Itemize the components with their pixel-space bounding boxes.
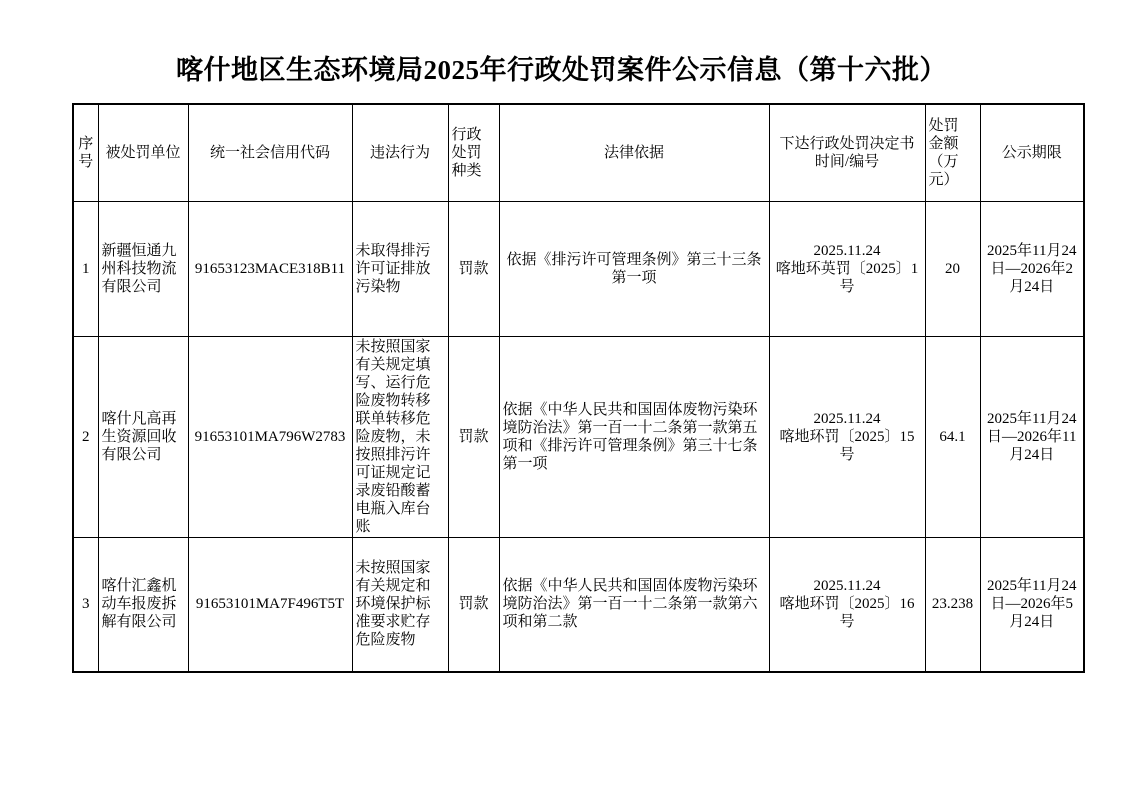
cell-decision [769,336,925,537]
col-header-credit-code: 统一社会信用代码 [188,104,352,201]
cell-unit: 喀什汇鑫机动车报废拆解有限公司 [98,537,188,672]
cell-penalty-type: 罚款 [448,201,499,336]
cell-unit: 喀什凡高再生资源回收有限公司 [98,336,188,537]
cell-decision [769,537,925,672]
col-header-violation: 违法行为 [352,104,448,201]
col-header-legal-basis: 法律依据 [499,104,769,201]
page-title: 喀什地区生态环境局2025年行政处罚案件公示信息（第十六批） [176,55,947,85]
decision-date: 2025.11.24 [813,242,881,259]
cell-decision [769,201,925,336]
col-header-amount: 处罚 金额（万元） [925,104,980,201]
cell-penalty-type: 罚款 [448,336,499,537]
cell-amount: 23.238 [925,537,980,672]
cell-credit-code: 91653123MACE318B11 [188,201,352,336]
cell-violation: 未取得排污许可证排放污染物 [352,201,448,336]
col-header-seq: 序号 [73,104,98,201]
cell-amount: 64.1 [925,336,980,537]
col-header-publicity-period: 公示期限 [980,104,1084,201]
decision-number: 喀地环英罚〔2025〕1号 [775,260,919,295]
cell-publicity-period: 2025年11月24日—2026年5月24日 [980,537,1084,672]
col-header-decision: 下达行政处罚决定书时间/编号 [769,104,925,201]
table-body [73,201,1084,672]
decision-date: 2025.11.24 [813,578,881,595]
cell-legal-basis: 依据《中华人民共和国固体废物污染环境防治法》第一百一十二条第一款第五项和《排污许可管理条例》第三十七条第一项 [499,336,769,537]
col-header-unit: 被处罚单位 [98,104,188,201]
table-row-1 [73,201,1084,336]
cell-publicity-period: 2025年11月24日—2026年2月24日 [980,201,1084,336]
cell-seq: 3 [73,537,98,672]
table-row-2 [73,336,1084,537]
cell-legal-basis: 依据《排污许可管理条例》第三十三条第一项 [499,201,769,336]
decision-date: 2025.11.24 [813,410,881,427]
cell-seq: 1 [73,201,98,336]
cell-violation: 未按照国家有关规定填写、运行危险废物转移联单转移危险废物，未按照排污许可证规定记录废铅酸蓄电瓶入库台账 [352,336,448,537]
table-header-row [73,104,1084,201]
cell-penalty-type: 罚款 [448,537,499,672]
cell-publicity-period: 2025年11月24日—2026年11月24日 [980,336,1084,537]
cell-violation: 未按照国家有关规定和环境保护标准要求贮存危险废物 [352,537,448,672]
decision-number: 喀地环罚〔2025〕16号 [779,596,915,631]
cell-credit-code: 91653101MA7F496T5T [188,537,352,672]
table-header [73,104,1084,201]
penalty-table [72,103,1085,673]
cell-credit-code: 91653101MA796W2783 [188,336,352,537]
col-header-penalty-type: 行政处罚种类 [448,104,499,201]
table-row-3 [73,537,1084,672]
cell-amount: 20 [925,201,980,336]
decision-number: 喀地环罚〔2025〕15号 [779,428,915,463]
cell-seq: 2 [73,336,98,537]
cell-legal-basis: 依据《中华人民共和国固体废物污染环境防治法》第一百一十二条第一款第六项和第二款 [499,537,769,672]
cell-unit: 新疆恒通九州科技物流有限公司 [98,201,188,336]
